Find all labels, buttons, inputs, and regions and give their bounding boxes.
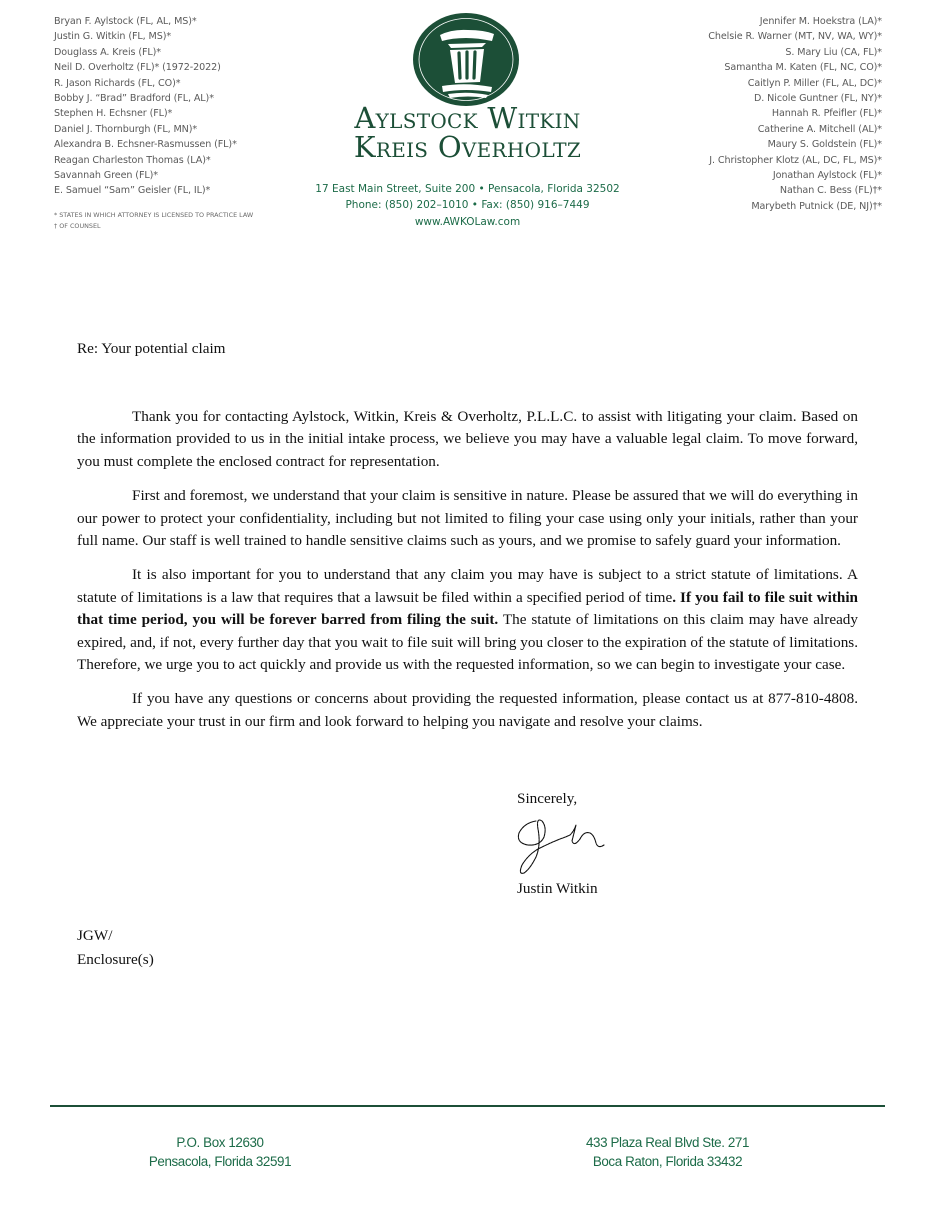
footer-street-boca: 433 Plaza Real Blvd Ste. 271 bbox=[586, 1135, 749, 1150]
letter-body bbox=[77, 406, 858, 745]
signer-name: Justin Witkin bbox=[517, 880, 598, 897]
firm-name-line-1: Aylstock Witkin bbox=[354, 101, 581, 135]
statute-text-before: It is also important for you to understand that any claim you may have is subject to a strict statute of limitations. A statute of limitations is a law that requires that a lawsuit be filed within a specified period of time bbox=[77, 566, 858, 606]
attorney-name: Reagan Charleston Thomas (LA)* bbox=[54, 154, 211, 166]
attorney-name: Daniel J. Thornburgh (FL, MN)* bbox=[54, 123, 198, 135]
enclosure-note: Enclosure(s) bbox=[77, 951, 154, 968]
attorney-name: J. Christopher Klotz (AL, DC, FL, MS)* bbox=[709, 154, 882, 166]
attorney-name: Douglass A. Kreis (FL)* bbox=[54, 46, 161, 58]
firm-address: 17 East Main Street, Suite 200 • Pensacola, Florida 32502 bbox=[315, 183, 620, 195]
footer-city-boca: Boca Raton, Florida 33432 bbox=[592, 1153, 743, 1169]
reference-block bbox=[77, 924, 154, 972]
attorney-name: Alexandra B. Echsner-Rasmussen (FL)* bbox=[54, 139, 237, 151]
attorney-name: D. Nicole Guntner (FL, NY)* bbox=[753, 93, 882, 105]
footer-address-pensacola bbox=[140, 1134, 300, 1171]
attorney-name: Maury S. Goldstein (FL)* bbox=[767, 139, 882, 151]
firm-name-line-2: Kreis Overholtz bbox=[353, 130, 582, 164]
attorney-name: Jennifer M. Hoekstra (LA)* bbox=[759, 16, 882, 27]
typist-initials: JGW/ bbox=[77, 927, 113, 944]
attorney-name: Stephen H. Echsner (FL)* bbox=[54, 108, 173, 120]
footer-po-box: P.O. Box 12630 bbox=[176, 1135, 264, 1150]
attorney-name: S. Mary Liu (CA, FL)* bbox=[785, 46, 882, 58]
attorney-name: Savannah Green (FL)* bbox=[54, 170, 158, 182]
paragraph-confidentiality: First and foremost, we understand that your claim is sensitive in nature. Please be assured that we will do everything in our power to protect your confidentiality, including but not limited to filing your case using only your initials, rather than your full name. Our staff is well trained to handle sensitive claims such as yours, and we promise to safely guard your information. bbox=[77, 487, 858, 550]
attorney-name: Jonathan Aylstock (FL)* bbox=[772, 170, 882, 182]
attorney-name: Nathan C. Bess (FL)†* bbox=[779, 185, 882, 197]
footer-divider bbox=[50, 1105, 885, 1107]
column-pillar-icon bbox=[412, 12, 520, 107]
subject-line: Re: Your potential claim bbox=[77, 340, 226, 357]
firm-phone-fax: Phone: (850) 202–1010 • Fax: (850) 916–7449 bbox=[345, 199, 590, 212]
firm-website: www.AWKOLaw.com bbox=[414, 215, 521, 228]
footer-address-boca-raton bbox=[580, 1134, 755, 1171]
footnote-of-counsel: † OF COUNSEL bbox=[54, 221, 101, 230]
attorney-name: Neil D. Overholtz (FL)* (1972-2022) bbox=[54, 62, 221, 74]
paragraph-intro: Thank you for contacting Aylstock, Witkin, Kreis & Overholtz, P.L.L.C. to assist with litigating your claim. Based on the information provided to us in the initial intake process, we believe you may have a valuable legal claim. To move forward, you must complete the enclosed contract for representation. bbox=[77, 408, 858, 470]
attorney-name: Justin G. Witkin (FL, MS)* bbox=[54, 31, 172, 43]
footnote-licensed: * STATES IN WHICH ATTORNEY IS LICENSED TO PRACTICE LAW bbox=[54, 211, 254, 219]
handwritten-signature-icon bbox=[514, 815, 614, 877]
firm-contact bbox=[310, 181, 625, 230]
firm-name bbox=[310, 101, 625, 164]
attorney-list-right bbox=[708, 14, 882, 214]
attorney-name: Hannah R. Pfeifler (FL)* bbox=[771, 108, 882, 120]
letterhead-footnotes bbox=[54, 210, 253, 231]
attorney-name: E. Samuel “Sam” Geisler (FL, IL)* bbox=[54, 185, 211, 197]
closing-salutation: Sincerely, bbox=[517, 790, 578, 807]
attorney-name: R. Jason Richards (FL, CO)* bbox=[54, 77, 181, 89]
paragraph-statute-of-limitations bbox=[77, 564, 858, 676]
paragraph-contact: If you have any questions or concerns about providing the requested information, please contact us at 877-810-4808. We appreciate your trust in our firm and look forward to helping you navigate and resolve your claims. bbox=[77, 690, 858, 730]
attorney-name: Bryan F. Aylstock (FL, AL, MS)* bbox=[54, 16, 197, 27]
attorney-name: Catherine A. Mitchell (AL)* bbox=[757, 123, 882, 135]
attorney-name: Samantha M. Katen (FL, NC, CO)* bbox=[724, 62, 882, 74]
statute-text-after: The statute of limitations on this claim may have already expired, and, if not, every further day that you wait to file suit will bring you closer to the expiration of the statute of limitations. Therefore, we urge you to act quickly and provide us with the requested information, so we can begin to investigate your case. bbox=[77, 611, 858, 674]
attorney-name: Marybeth Putnick (DE, NJ)†* bbox=[751, 200, 882, 212]
attorney-name: Chelsie R. Warner (MT, NV, WA, WY)* bbox=[708, 31, 882, 43]
attorney-list-left bbox=[54, 14, 237, 199]
statute-warning-bold: . If you fail to file suit within that time period, you will be forever barred from filing the suit. bbox=[77, 588, 858, 629]
attorney-name: Bobby J. “Brad” Bradford (FL, AL)* bbox=[54, 93, 214, 105]
footer-city-pensacola: Pensacola, Florida 32591 bbox=[148, 1153, 292, 1169]
attorney-name: Caitlyn P. Miller (FL, AL, DC)* bbox=[747, 77, 882, 89]
